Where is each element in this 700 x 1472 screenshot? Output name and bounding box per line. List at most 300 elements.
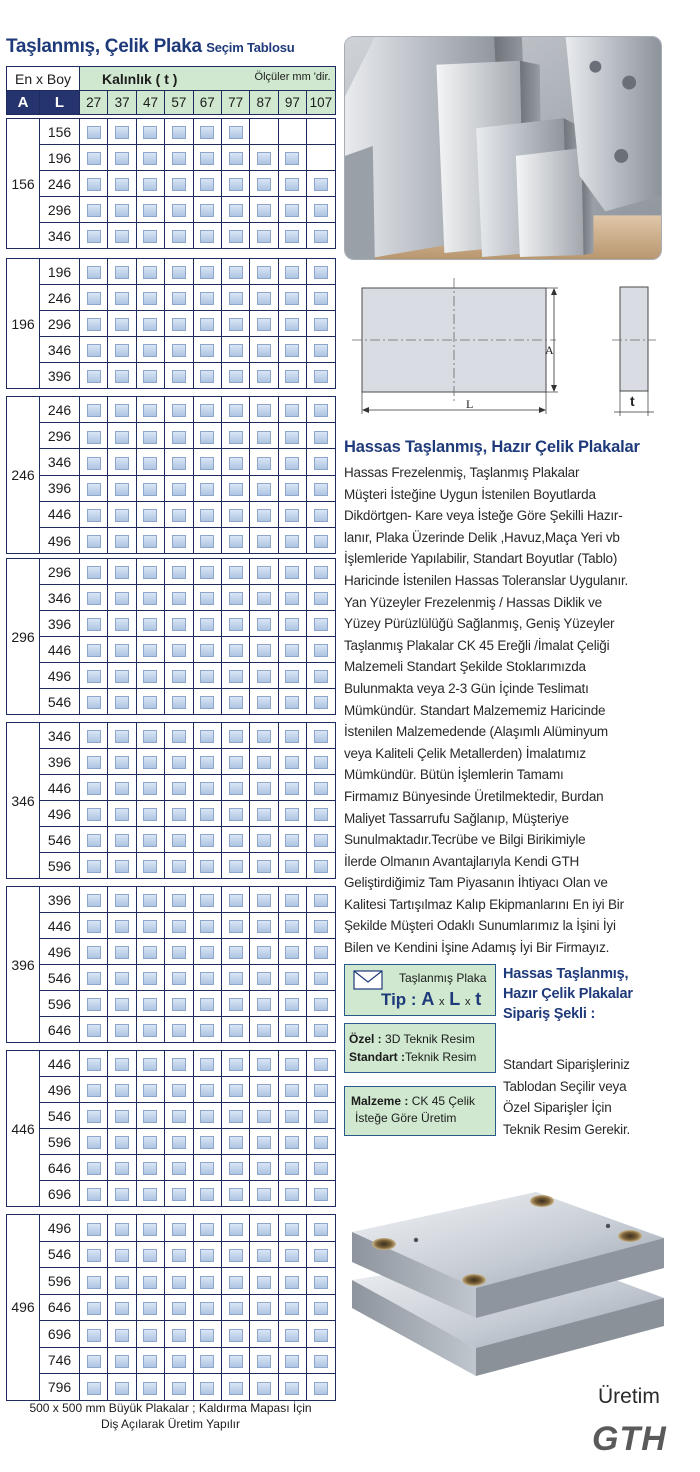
table-row [7,1241,336,1268]
available-checkbox-icon [229,1249,243,1262]
availability-cell [80,363,108,389]
kalinlik-text: Kalınlık ( t ) [102,70,178,87]
table-row [7,1077,336,1103]
available-checkbox-icon [314,483,328,496]
available-checkbox-icon [143,644,157,657]
availability-cell [278,991,306,1017]
available-checkbox-icon [314,1058,328,1071]
available-checkbox-icon [285,1382,299,1395]
available-checkbox-icon [115,404,129,417]
description-line: Bilen ve Kendini İşine Adamış İyi Bir Firmayız. [344,940,610,956]
available-checkbox-icon [200,566,214,579]
available-checkbox-icon [229,204,243,217]
available-checkbox-icon [257,318,271,331]
availability-cell [165,939,193,965]
available-checkbox-icon [172,834,186,847]
available-checkbox-icon [143,1084,157,1097]
availability-cell [250,1374,278,1401]
available-checkbox-icon [200,370,214,383]
availability-cell [193,449,221,475]
available-checkbox-icon [200,230,214,243]
table-row [7,1051,336,1077]
available-checkbox-icon [257,152,271,165]
available-checkbox-icon [143,860,157,873]
availability-cell [307,223,335,249]
available-checkbox-icon [115,592,129,605]
available-checkbox-icon [257,431,271,444]
availability-cell [250,363,278,389]
available-checkbox-icon [143,266,157,279]
available-checkbox-icon [257,370,271,383]
available-checkbox-icon [257,972,271,985]
availability-cell [278,397,306,423]
table-row [7,663,336,689]
availability-cell [108,965,136,991]
availability-cell [136,1103,164,1129]
availability-cell [80,663,108,689]
available-checkbox-icon [257,834,271,847]
table-row [7,501,336,527]
availability-cell [221,223,249,249]
available-checkbox-icon [143,920,157,933]
available-checkbox-icon [257,782,271,795]
available-checkbox-icon [172,431,186,444]
availability-cell [165,1017,193,1043]
table-row [7,1129,336,1155]
available-checkbox-icon [314,566,328,579]
availability-cell [221,1215,249,1242]
length-l-cell: 246 [40,171,80,197]
available-checkbox-icon [143,1058,157,1071]
description-line: lanır, Plaka Üzerinde Delik ,Havuz,Maça Yeri vb [344,529,620,545]
table-row [7,1347,336,1374]
availability-cell [165,663,193,689]
available-checkbox-icon [115,230,129,243]
available-checkbox-icon [285,696,299,709]
available-checkbox-icon [229,266,243,279]
available-checkbox-icon [229,1329,243,1342]
standart-line [349,1048,495,1066]
availability-cell [307,775,335,801]
length-l-cell: 596 [40,853,80,879]
available-checkbox-icon [115,1058,129,1071]
length-l-cell: 796 [40,1374,80,1401]
available-checkbox-icon [172,509,186,522]
length-l-cell: 496 [40,939,80,965]
availability-cell [250,311,278,337]
length-l-cell: 596 [40,1129,80,1155]
table-row [7,1294,336,1321]
available-checkbox-icon [115,998,129,1011]
table-row [7,913,336,939]
length-l-cell: 446 [40,501,80,527]
thickness-header: 47 [136,91,164,115]
available-checkbox-icon [115,782,129,795]
available-checkbox-icon [229,1382,243,1395]
available-checkbox-icon [143,457,157,470]
availability-cell [307,119,335,145]
available-checkbox-icon [115,644,129,657]
availability-cell [136,449,164,475]
available-checkbox-icon [115,1136,129,1149]
availability-cell [250,559,278,585]
label-t: t [630,393,635,409]
availability-cell [165,145,193,171]
availability-cell [165,559,193,585]
available-checkbox-icon [314,894,328,907]
available-checkbox-icon [314,535,328,548]
available-checkbox-icon [285,670,299,683]
available-checkbox-icon [200,756,214,769]
availability-cell [307,1215,335,1242]
available-checkbox-icon [257,1136,271,1149]
available-checkbox-icon [143,1382,157,1395]
available-checkbox-icon [87,292,101,305]
available-checkbox-icon [200,509,214,522]
available-checkbox-icon [115,535,129,548]
available-checkbox-icon [87,318,101,331]
available-checkbox-icon [314,1110,328,1123]
description-line: Geliştirdiğimiz Tam Piyasanın İhtiyacı Olan ve [344,875,608,891]
availability-cell [250,939,278,965]
available-checkbox-icon [87,644,101,657]
available-checkbox-icon [229,152,243,165]
availability-cell [307,1268,335,1295]
availability-cell [307,311,335,337]
length-l-cell: 346 [40,585,80,611]
envelope-icon [353,970,383,990]
available-checkbox-icon [314,670,328,683]
available-checkbox-icon [87,404,101,417]
availability-cell [108,423,136,449]
available-checkbox-icon [229,1136,243,1149]
available-checkbox-icon [115,1276,129,1289]
available-checkbox-icon [143,1355,157,1368]
available-checkbox-icon [200,1162,214,1175]
available-checkbox-icon [143,370,157,383]
availability-cell [278,611,306,637]
availability-cell [80,1017,108,1043]
available-checkbox-icon [285,1024,299,1037]
available-checkbox-icon [285,756,299,769]
availability-cell [278,775,306,801]
available-checkbox-icon [87,808,101,821]
availability-cell [80,991,108,1017]
availability-cell [250,775,278,801]
table-row [7,1103,336,1129]
type-line2 [381,989,481,1010]
availability-cell [108,1017,136,1043]
available-checkbox-icon [200,404,214,417]
available-checkbox-icon [314,509,328,522]
availability-cell [193,827,221,853]
availability-cell [278,171,306,197]
availability-cell [307,801,335,827]
available-checkbox-icon [285,266,299,279]
available-checkbox-icon [285,998,299,1011]
availability-cell [307,501,335,527]
available-checkbox-icon [115,860,129,873]
available-checkbox-icon [229,920,243,933]
available-checkbox-icon [172,535,186,548]
available-checkbox-icon [285,730,299,743]
availability-cell [108,939,136,965]
availability-cell [307,259,335,285]
length-l-cell: 646 [40,1155,80,1181]
availability-cell [136,397,164,423]
length-l-cell: 246 [40,397,80,423]
available-checkbox-icon [229,618,243,631]
available-checkbox-icon [172,1188,186,1201]
available-checkbox-icon [257,204,271,217]
available-checkbox-icon [200,998,214,1011]
available-checkbox-icon [172,318,186,331]
order-text-line: Özel Siparişler İçin [503,1100,612,1115]
available-checkbox-icon [115,1162,129,1175]
availability-cell [165,1129,193,1155]
availability-cell [307,991,335,1017]
availability-cell [165,585,193,611]
type-code-box [344,964,496,1016]
availability-cell [307,913,335,939]
available-checkbox-icon [87,1110,101,1123]
availability-cell [80,611,108,637]
available-checkbox-icon [172,894,186,907]
availability-cell [136,285,164,311]
available-checkbox-icon [200,483,214,496]
length-l-cell: 696 [40,1181,80,1207]
available-checkbox-icon [87,972,101,985]
availability-cell [193,913,221,939]
available-checkbox-icon [115,1382,129,1395]
available-checkbox-icon [229,509,243,522]
availability-cell [80,1155,108,1181]
available-checkbox-icon [257,644,271,657]
available-checkbox-icon [257,292,271,305]
availability-cell [80,337,108,363]
page-title [6,36,294,58]
available-checkbox-icon [143,972,157,985]
available-checkbox-icon [314,860,328,873]
available-checkbox-icon [257,535,271,548]
table-row [7,171,336,197]
availability-cell [307,449,335,475]
available-checkbox-icon [229,178,243,191]
availability-cell [193,1374,221,1401]
availability-cell [307,1103,335,1129]
available-checkbox-icon [314,1329,328,1342]
availability-cell [193,939,221,965]
availability-cell [108,397,136,423]
availability-cell [165,1374,193,1401]
availability-cell [278,285,306,311]
available-checkbox-icon [115,1329,129,1342]
description-line: Şekilde Müşteri Odaklı Sunumlarımız la İşini İyi [344,918,616,934]
available-checkbox-icon [87,860,101,873]
availability-cell [80,197,108,223]
available-checkbox-icon [285,1276,299,1289]
table-row [7,449,336,475]
order-title-line: Hazır Çelik Plakalar [503,986,633,1002]
availability-cell [136,527,164,553]
col-a-header: A [7,91,40,115]
availability-cell [136,1268,164,1295]
availability-cell [193,1215,221,1242]
available-checkbox-icon [200,204,214,217]
available-checkbox-icon [285,230,299,243]
availability-cell [136,311,164,337]
available-checkbox-icon [172,972,186,985]
availability-cell [278,337,306,363]
tip-x1: x [439,996,445,1008]
available-checkbox-icon [314,1223,328,1236]
available-checkbox-icon [229,592,243,605]
available-checkbox-icon [172,1302,186,1315]
brand-logo: GTH [592,1420,667,1458]
availability-cell [307,423,335,449]
available-checkbox-icon [314,230,328,243]
table-row [7,585,336,611]
availability-cell [250,585,278,611]
size-group-table [6,1214,336,1401]
table-row [7,285,336,311]
availability-cell [193,527,221,553]
available-checkbox-icon [200,920,214,933]
length-l-cell: 296 [40,423,80,449]
available-checkbox-icon [200,644,214,657]
availability-cell [108,475,136,501]
availability-cell [80,145,108,171]
table-row [7,801,336,827]
availability-cell [278,853,306,879]
availability-cell [221,1051,249,1077]
available-checkbox-icon [115,730,129,743]
available-checkbox-icon [143,1024,157,1037]
availability-cell [250,423,278,449]
availability-cell [193,637,221,663]
length-l-cell: 196 [40,259,80,285]
availability-cell [250,689,278,715]
thickness-header: 87 [250,91,278,115]
table-row [7,559,336,585]
available-checkbox-icon [115,920,129,933]
size-group-table [6,118,336,249]
availability-cell [136,1374,164,1401]
availability-cell [278,1347,306,1374]
available-checkbox-icon [87,834,101,847]
available-checkbox-icon [257,860,271,873]
available-checkbox-icon [314,318,328,331]
availability-cell [193,775,221,801]
available-checkbox-icon [87,1084,101,1097]
length-l-cell: 346 [40,337,80,363]
available-checkbox-icon [115,204,129,217]
description-line: İşlemleride Yapılabilir, Standart Boyutlar (Tablo) [344,551,618,567]
available-checkbox-icon [143,404,157,417]
available-checkbox-icon [200,894,214,907]
availability-cell [80,1241,108,1268]
length-l-cell: 546 [40,1241,80,1268]
available-checkbox-icon [314,618,328,631]
available-checkbox-icon [143,344,157,357]
available-checkbox-icon [285,1355,299,1368]
length-l-cell: 246 [40,285,80,311]
table-row [7,145,336,171]
availability-cell [307,1374,335,1401]
width-a-cell: 296 [7,559,40,715]
available-checkbox-icon [143,318,157,331]
availability-cell [221,689,249,715]
footer-note [6,1400,335,1432]
available-checkbox-icon [257,266,271,279]
availability-cell [108,527,136,553]
availability-cell [221,887,249,913]
availability-cell [136,1155,164,1181]
available-checkbox-icon [143,1136,157,1149]
ozel-value: 3D Teknik Resim [385,1032,475,1046]
available-checkbox-icon [229,292,243,305]
available-checkbox-icon [257,1249,271,1262]
order-title-line: Hassas Taşlanmış, [503,966,629,982]
order-text-line: Standart Siparişleriniz [503,1057,630,1072]
availability-cell [278,749,306,775]
availability-cell [278,1103,306,1129]
availability-cell [108,285,136,311]
availability-cell [108,827,136,853]
availability-cell [136,637,164,663]
available-checkbox-icon [229,431,243,444]
availability-cell [193,1077,221,1103]
availability-cell [278,197,306,223]
available-checkbox-icon [314,292,328,305]
available-checkbox-icon [257,404,271,417]
availability-cell [108,749,136,775]
availability-cell [221,1103,249,1129]
available-checkbox-icon [200,1355,214,1368]
availability-cell [136,663,164,689]
available-checkbox-icon [229,1024,243,1037]
width-a-cell: 496 [7,1215,40,1401]
label-l: L [466,397,474,411]
availability-cell [193,1294,221,1321]
availability-cell [278,1268,306,1295]
length-l-cell: 596 [40,1268,80,1295]
availability-cell [136,1347,164,1374]
length-l-cell: 396 [40,475,80,501]
availability-cell [136,749,164,775]
available-checkbox-icon [143,1329,157,1342]
available-checkbox-icon [172,920,186,933]
availability-cell [193,397,221,423]
available-checkbox-icon [285,292,299,305]
available-checkbox-icon [314,782,328,795]
availability-cell [278,501,306,527]
availability-cell [250,887,278,913]
availability-cell [80,887,108,913]
availability-cell [165,1155,193,1181]
availability-cell [165,689,193,715]
available-checkbox-icon [172,1110,186,1123]
availability-cell [221,663,249,689]
availability-cell [221,801,249,827]
availability-cell [307,1294,335,1321]
availability-cell [221,1268,249,1295]
availability-cell [250,827,278,853]
availability-cell [80,223,108,249]
availability-cell [136,1017,164,1043]
availability-cell [193,1017,221,1043]
table-row [7,965,336,991]
